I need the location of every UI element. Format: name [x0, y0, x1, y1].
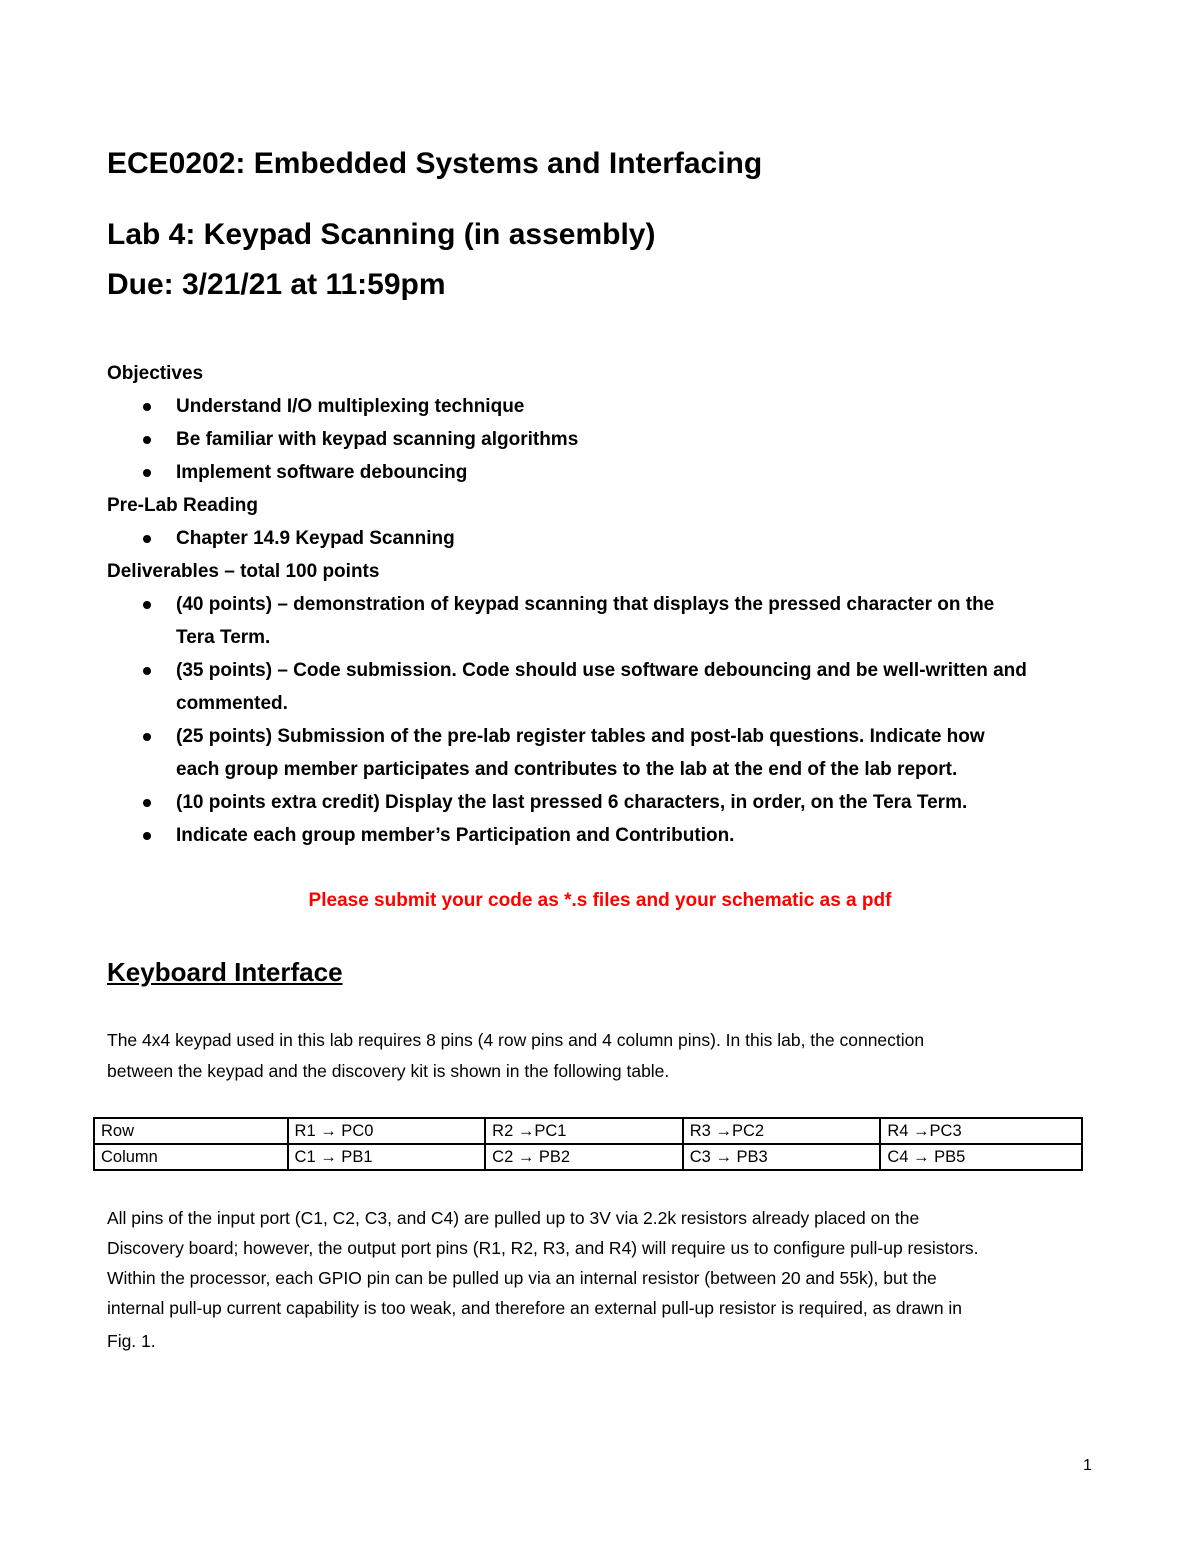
body-line: All pins of the input port (C1, C2, C3, and C4) are pulled up to 3V via 2.2k resistors already placed on the [107, 1208, 920, 1228]
table-cell: R4 →PC3 [880, 1118, 1082, 1144]
table-row [94, 1118, 1082, 1144]
bullet-icon [143, 799, 151, 807]
bullet-icon [143, 469, 151, 477]
page-number: 1 [1083, 1457, 1092, 1474]
keyboard-interface-heading: Keyboard Interface [107, 957, 343, 987]
deliverable-line: (25 points) Submission of the pre-lab register tables and post-lab questions. Indicate how [176, 726, 985, 747]
course-title: ECE0202: Embedded Systems and Interfacing [107, 147, 763, 180]
body-line: Discovery board; however, the output port pins (R1, R2, R3, and R4) will require us to configure pull-up resistors. [107, 1238, 979, 1258]
lab-title: Lab 4: Keypad Scanning (in assembly) [107, 218, 656, 251]
bullet-icon [143, 832, 151, 840]
intro-line: The 4x4 keypad used in this lab requires 8 pins (4 row pins and 4 column pins). In this lab, the connection [107, 1030, 925, 1050]
bullet-icon [143, 403, 151, 411]
bullet-icon [143, 436, 151, 444]
table-cell: R2 →PC1 [485, 1118, 683, 1144]
prelab-heading: Pre-Lab Reading [107, 495, 258, 516]
deliverable-line: commented. [176, 693, 288, 714]
deliverables-heading: Deliverables – total 100 points [107, 561, 380, 582]
deliverable-line: Tera Term. [176, 627, 271, 648]
prelab-item: Chapter 14.9 Keypad Scanning [176, 528, 455, 549]
objective-item: Implement software debouncing [176, 462, 468, 483]
bullet-icon [143, 733, 151, 741]
bullet-icon [143, 535, 151, 543]
deliverable-line: Indicate each group member’s Participation and Contribution. [176, 825, 735, 846]
body-line: Within the processor, each GPIO pin can be pulled up via an internal resistor (between 20 and 55k), but the [107, 1268, 937, 1288]
table-cell: C2 → PB2 [485, 1144, 683, 1170]
table-cell: C3 → PB3 [683, 1144, 881, 1170]
objectives-heading: Objectives [107, 363, 204, 384]
body-line: Fig. 1. [107, 1331, 156, 1351]
due-date: Due: 3/21/21 at 11:59pm [107, 268, 446, 301]
table-cell: Column [94, 1144, 288, 1170]
table-cell: Row [94, 1118, 288, 1144]
intro-line: between the keypad and the discovery kit is shown in the following table. [107, 1061, 670, 1081]
table-cell: C1 → PB1 [288, 1144, 486, 1170]
bullet-icon [143, 601, 151, 609]
deliverable-line: (40 points) – demonstration of keypad scanning that displays the pressed character on the [176, 594, 995, 615]
pin-connection-table [93, 1117, 1083, 1171]
bullet-icon [143, 667, 151, 675]
body-line: internal pull-up current capability is too weak, and therefore an external pull-up resistor is required, as drawn in [107, 1298, 963, 1318]
table-cell: R3 →PC2 [683, 1118, 881, 1144]
deliverable-line: (10 points extra credit) Display the last pressed 6 characters, in order, on the Tera Term. [176, 792, 968, 813]
table-cell: C4 → PB5 [880, 1144, 1082, 1170]
objective-item: Understand I/O multiplexing technique [176, 396, 525, 417]
table-cell: R1 → PC0 [288, 1118, 486, 1144]
deliverable-line: (35 points) – Code submission. Code should use software debouncing and be well-written and [176, 660, 1027, 681]
table-row [94, 1144, 1082, 1170]
objective-item: Be familiar with keypad scanning algorithms [176, 429, 579, 450]
deliverable-line: each group member participates and contributes to the lab at the end of the lab report. [176, 759, 958, 780]
submission-notice: Please submit your code as *.s files and your schematic as a pdf [308, 890, 892, 911]
